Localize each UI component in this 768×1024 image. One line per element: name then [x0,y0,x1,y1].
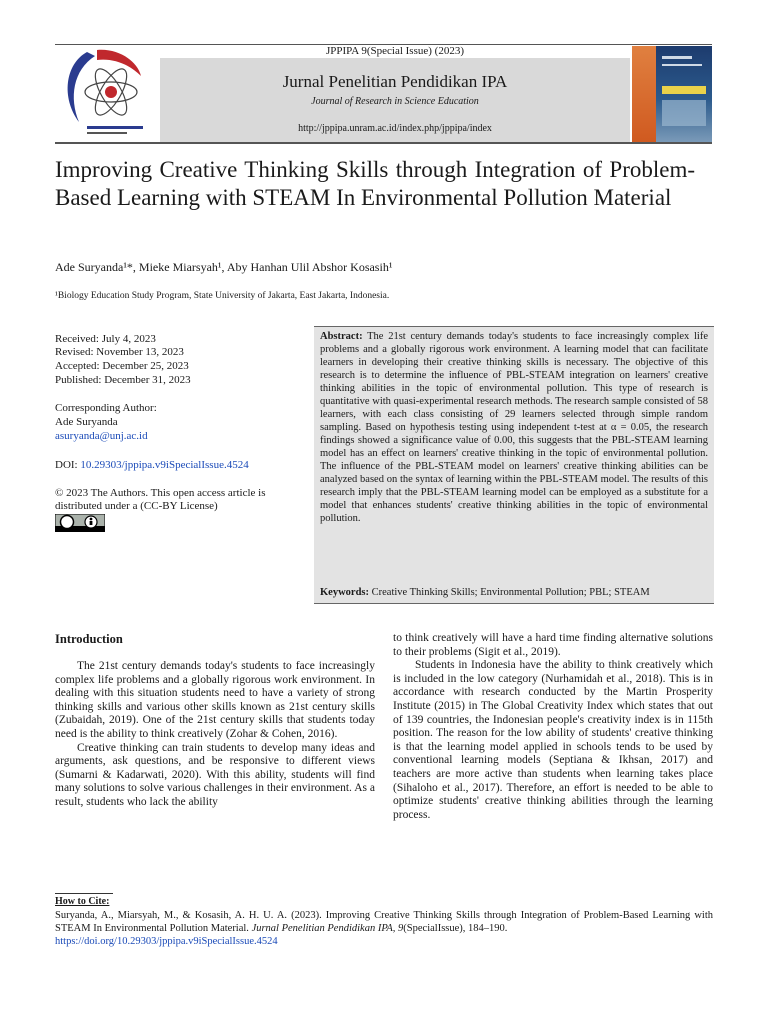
header-bottom-rule [55,142,712,144]
abstract-label: Abstract: [320,331,363,342]
body-column-right [393,632,713,822]
paper-title: Improving Creative Thinking Skills through Integration of Problem-Based Learning with STEAM In Environmental Pollution Material [55,157,695,210]
paper-affiliation: ¹Biology Education Study Program, State University of Jakarta, East Jakarta, Indonesia. [55,291,390,301]
corresponding-label: Corresponding Author: [55,402,157,414]
journal-url-link[interactable]: http://jppipa.unram.ac.id/index.php/jppipa/index [298,123,492,134]
meta-published: Published: December 31, 2023 [55,374,191,386]
keywords-text: Creative Thinking Skills; Environmental Pollution; PBL; STEAM [371,587,650,598]
meta-revised: Revised: November 13, 2023 [55,346,184,358]
meta-accepted: Accepted: December 25, 2023 [55,360,189,372]
abstract [320,330,708,525]
meta-received: Received: July 4, 2023 [55,333,156,345]
journal-subtitle: Journal of Research in Science Education [311,96,479,107]
cover-accent-strip [632,46,656,142]
paragraph: Students in Indonesia have the ability to think creatively which is included in the low category (Nurhamidah et al., 2018). This is in accordance with research conducted by the Martin Prosperity Institute (2015) in The Global Creativity Index which states that out of 139 countries, the Indonesian people's creativity index is in 115th position. The reason for the low ability of students' creative thinking is that the learning model applied in schools tends to be used by conventional learning models (Septiana & Ikhsan, 2017) and teachers are more active than students when learning takes place (Sihaloho et al., 2017). Therefore, an effort is needed to be able to optimize students' creative thinking abilities through the learning process. [393,659,713,821]
journal-title: Jurnal Penelitian Pendidikan IPA [282,72,508,91]
paragraph: The 21st century demands today's students to face increasingly complex life problems and a globally rigorous work environment. In dealing with this situation students need to have a variety of strong thinking skills and various other skills known as 21st century skills (Zubaidah, 2019). One of the 21st century skills that students today need is the ability to think creatively (Zohar & Cohen, 2016). [55,660,375,740]
doi-label: DOI: [55,459,81,471]
abstract-text: The 21st century demands today's students to face increasingly complex life problems and a globally rigorous work environment. A learning model that can facilitate learners in developing their creative thinking skills is necessary. The objective of this research is to determine the influence of PBL-STEAM integration on learners' creative thinking abilities in the topic of environmental pollution. This type of research is quantitative with quasi-experimental research methods. The research sample consisted of 58 learners, with each class consisting of 29 learners selected through simple random sampling. Based on hypothesis testing using independent t-test at α = 0.05, the research findings showed a significance value of 0.00, this suggests that the PBL-STEAM learning model has an effect on learners' creative thinking in the topic of environmental pollution. The influence of the PBL-STEAM model on learners' creative thinking abilities can be analyzed based on the syntax of learning within the PBL-STEAM model. The results of this research imply that the PBL-STEAM learning model can be employed as a substitute for a model that enhances students' creative thinking abilities in the topic of environmental pollution. [320,331,709,524]
keywords [320,587,708,598]
corresponding-email-link[interactable]: asuryanda@unj.ac.id [55,430,148,442]
cover-art-icon [656,46,712,142]
journal-cover-image [656,46,712,142]
license-text: © 2023 The Authors. This open access article is distributed under a (CC-BY License) [55,487,266,512]
body-column-left [55,660,375,810]
paragraph: to think creatively will have a hard time finding alternative solutions to their problems (Sigit et al., 2019). [393,632,713,658]
citation-journal: Jurnal Penelitian Pendidikan IPA, 9 [251,923,404,934]
citation-main: Suryanda, A., Miarsyah, M., & Kosasih, A. H. U. A. (2023). Improving Creative Thinking Skills through Integration of Problem-Based Learning with STEAM In Environmental Pollution Material. [55,910,713,934]
journal-issue: JPPIPA 9(Special Issue) (2023) [325,45,464,57]
footnote-rule [55,893,113,894]
doi-link[interactable]: 10.29303/jppipa.v9iSpecialIssue.4524 [80,459,249,471]
citation-doi-link[interactable]: https://doi.org/10.29303/jppipa.v9iSpecialIssue.4524 [55,936,278,947]
citation-pages: (SpecialIssue), 184–190. [403,923,508,934]
paper-authors: Ade Suryanda¹*, Mieke Miarsyah¹, Aby Hanhan Ulil Abshor Kosasih¹ [55,260,393,274]
paragraph: Creative thinking can train students to develop many ideas and arguments, ask questions, and be responsive to different views (Sumarni & Kadarwati, 2020). With this ability, students will find many solutions to solve various challenges in their environment. As a result, students who lack the ability [55,741,375,808]
cc-by-license-icon[interactable] [55,514,105,532]
how-to-cite-label: How to Cite: [55,896,110,907]
journal-logo-icon [57,46,157,142]
section-heading-introduction: Introduction [55,632,123,646]
keywords-label: Keywords: [320,587,369,598]
how-to-cite-text [55,909,713,948]
corresponding-name: Ade Suryanda [55,416,118,428]
doi-line [55,459,305,472]
